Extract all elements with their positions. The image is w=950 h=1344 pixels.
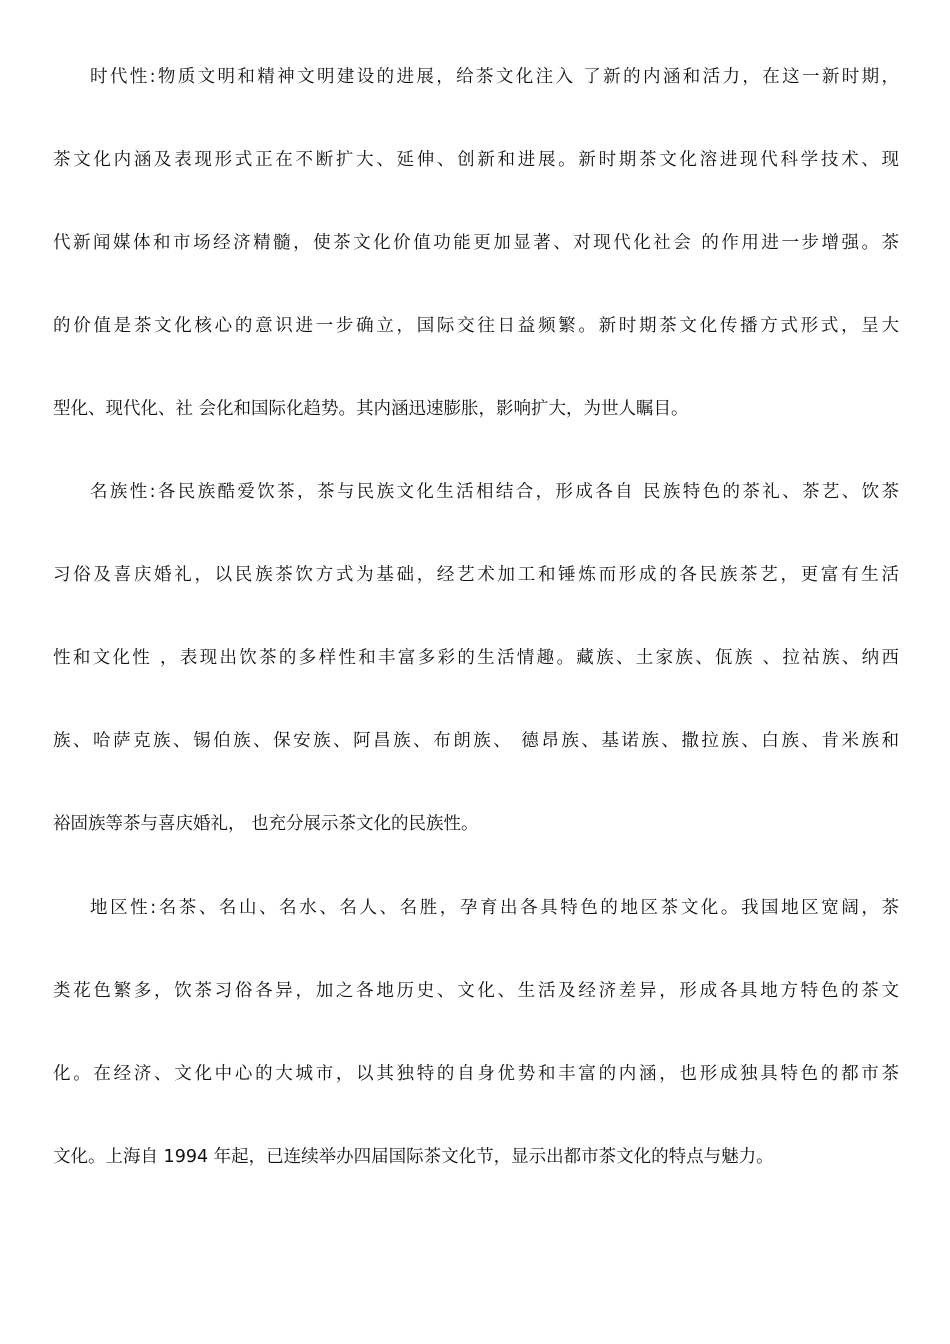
paragraph-line: 性和文化性 ，表现出饮茶的多样性和丰富多彩的生活情趣。藏族、土家族、佤族 、拉祜族、纳西: [53, 648, 899, 668]
paragraph-line: 的价值是茶文化核心的意识进一步确立，国际交往日益频繁。新时期茶文化传播方式形式，呈大: [53, 316, 899, 336]
paragraph-line: 习俗及喜庆婚礼，以民族茶饮方式为基础，经艺术加工和锤炼而形成的各民族茶艺，更富有生活: [53, 565, 899, 585]
paragraph-line: 时代性:物质文明和精神文明建设的进展，给茶文化注入 了新的内涵和活力，在这一新时期，: [90, 67, 899, 87]
paragraph-line: 名族性:各民族酷爱饮茶，茶与民族文化生活相结合，形成各自 民族特色的茶礼、茶艺、饮茶: [90, 482, 899, 502]
paragraph-line: 文化。上海自 1994 年起，已连续举办四届国际茶文化节，显示出都市茶文化的特点与魅力。: [53, 1147, 774, 1167]
paragraph-line: 茶文化内涵及表现形式正在不断扩大、延伸、创新和进展。新时期茶文化溶进现代科学技术、现: [53, 150, 899, 170]
paragraph-line: 代新闻媒体和市场经济精髓，使茶文化价值功能更加显著、对现代化社会 的作用进一步增强。茶: [53, 233, 899, 253]
paragraph-line: 裕固族等茶与喜庆婚礼， 也充分展示茶文化的民族性。: [53, 814, 479, 834]
paragraph-line: 类花色繁多，饮茶习俗各异，加之各地历史、文化、生活及经济差异，形成各具地方特色的茶文: [53, 981, 899, 1001]
paragraph-line: 地区性:名茶、名山、名水、名人、名胜，孕育出各具特色的地区茶文化。我国地区宽阔，茶: [90, 898, 899, 918]
paragraph-line: 型化、现代化、社 会化和国际化趋势。其内涵迅速膨胀，影响扩大，为世人瞩目。: [53, 399, 689, 419]
paragraph-line: 化。在经济、文化中心的大城市，以其独特的自身优势和丰富的内涵，也形成独具特色的都市茶: [53, 1064, 899, 1084]
paragraph-line: 族、哈萨克族、锡伯族、保安族、阿昌族、布朗族、 德昂族、基诺族、撒拉族、白族、肯米族和: [53, 731, 899, 751]
